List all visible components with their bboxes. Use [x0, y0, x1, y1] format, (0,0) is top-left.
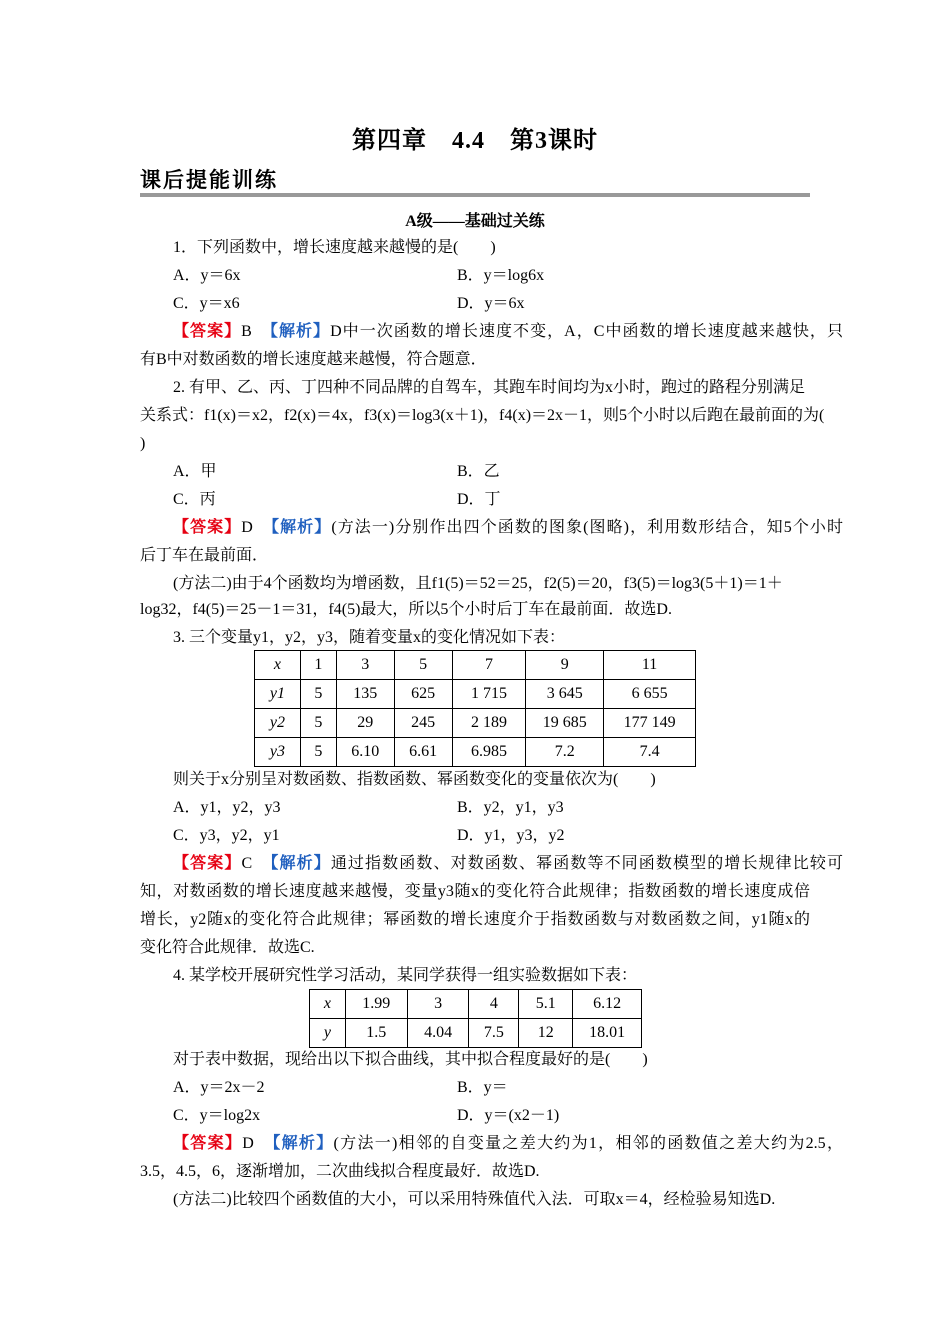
- table-cell: y1: [255, 680, 301, 709]
- table-cell: 5: [300, 680, 336, 709]
- answer-label: 【答案】: [173, 519, 242, 536]
- q3-option-d: D．y1，y3，y2: [457, 827, 565, 844]
- table-cell: 7.2: [526, 738, 604, 767]
- q3-answer-line: [140, 854, 843, 874]
- table-row: [255, 709, 696, 738]
- table-cell: 5.1: [519, 990, 573, 1019]
- table-cell: y3: [255, 738, 301, 767]
- table-cell: 12: [519, 1019, 573, 1048]
- table-cell: x: [310, 990, 346, 1019]
- q2-option-a: A．甲: [173, 463, 217, 480]
- q4-option-b: B．y＝: [457, 1079, 508, 1096]
- table-cell: 2 189: [452, 709, 526, 738]
- table-cell: 245: [394, 709, 452, 738]
- q4-answer-line: [140, 1134, 843, 1154]
- q3-analysis-2: 知，对数函数的增长速度越来越慢，变量y3随x的变化符合此规律；指数函数的增长速度成倍: [140, 883, 810, 900]
- q3-data-table: [254, 650, 696, 767]
- table-cell: 7.5: [469, 1019, 519, 1048]
- table-cell: y: [310, 1019, 346, 1048]
- q4-stem: 4. 某学校开展研究性学习活动，某同学获得一组实验数据如下表：: [173, 967, 638, 984]
- page-title: 第四章 4.4 第3课时: [352, 128, 598, 154]
- analysis-label: 【解析】: [272, 1135, 334, 1152]
- table-cell: 135: [336, 680, 394, 709]
- table-cell: 7: [452, 651, 526, 680]
- table-cell: 5: [300, 709, 336, 738]
- table-cell: 177 149: [604, 709, 696, 738]
- section-heading: 课后提能训练: [140, 168, 278, 192]
- q2-option-d: D．丁: [457, 491, 501, 508]
- table-cell: 4: [469, 990, 519, 1019]
- table-cell: 29: [336, 709, 394, 738]
- table-cell: 6.12: [573, 990, 642, 1019]
- q3-option-a: A．y1，y2，y3: [173, 799, 281, 816]
- table-cell: 3: [407, 990, 469, 1019]
- q2-answer-line: [140, 518, 843, 538]
- q2-option-b: B．乙: [457, 463, 500, 480]
- q3-stem: 3. 三个变量y1，y2，y3，随着变量x的变化情况如下表：: [173, 629, 566, 646]
- q4-data-table: [309, 989, 642, 1048]
- analysis-label: 【解析】: [271, 519, 332, 536]
- q2-stem-3: ): [140, 435, 146, 452]
- q3-option-b: B．y2，y1，y3: [457, 799, 564, 816]
- table-cell: 18.01: [573, 1019, 642, 1048]
- q3-analysis-1: 通过指数函数、对数函数、幂函数等不同函数模型的增长规律比较可: [330, 855, 843, 872]
- q4-after: 对于表中数据，现给出以下拟合曲线，其中拟合程度最好的是( ): [173, 1051, 648, 1068]
- q2-analysis-3: (方法二)由于4个函数均为增函数，且f1(5)＝52＝25，f2(5)＝20，f3(5)＝log3(5＋1)＝1＋: [173, 575, 783, 592]
- table-row: [255, 738, 696, 767]
- table-cell: 3: [336, 651, 394, 680]
- q1-stem: 1．下列函数中，增长速度越来越慢的是( ): [173, 239, 496, 256]
- table-cell: 6.985: [452, 738, 526, 767]
- q1-analysis-1: D中一次函数的增长速度不变，A，C中函数的增长速度越来越快，只: [330, 323, 843, 340]
- table-cell: 4.04: [407, 1019, 469, 1048]
- q4-option-a: A．y＝2x－2: [173, 1079, 265, 1096]
- table-cell: 5: [394, 651, 452, 680]
- level-title: A级——基础过关练: [405, 213, 545, 230]
- table-cell: 7.4: [604, 738, 696, 767]
- q1-option-d: D．y＝6x: [457, 295, 525, 312]
- q3-answer: C: [241, 855, 253, 872]
- q2-option-c: C．丙: [173, 491, 216, 508]
- table-cell: x: [255, 651, 301, 680]
- q3-analysis-4: 变化符合此规律．故选C.: [140, 939, 315, 956]
- table-cell: 11: [604, 651, 696, 680]
- table-cell: 6.61: [394, 738, 452, 767]
- q1-option-a: A．y＝6x: [173, 267, 241, 284]
- table-cell: 1 715: [452, 680, 526, 709]
- table-row: [310, 1019, 642, 1048]
- q2-stem-1: 2. 有甲、乙、丙、丁四种不同品牌的自驾车，其跑车时间均为x小时，跑过的路程分别满足: [173, 379, 806, 396]
- table-cell: 625: [394, 680, 452, 709]
- table-row: [255, 651, 696, 680]
- q4-option-d: D．y＝(x2－1): [457, 1107, 560, 1124]
- q1-option-b: B．y＝log6x: [457, 267, 545, 284]
- q4-analysis-2: 3.5，4.5，6，逐渐增加，二次曲线拟合程度最好．故选D.: [140, 1163, 540, 1180]
- answer-label: 【答案】: [173, 855, 242, 872]
- q2-stem-2: 关系式：f1(x)＝x2，f2(x)＝4x，f3(x)＝log3(x＋1)，f4(x)＝2x－1，则5个小时以后跑在最前面的为(: [140, 407, 825, 424]
- q3-option-c: C．y3，y2，y1: [173, 827, 280, 844]
- divider: [140, 193, 810, 197]
- q4-answer: D: [242, 1135, 254, 1152]
- analysis-label: 【解析】: [269, 323, 331, 340]
- q3-analysis-3: 增长，y2随x的变化符合此规律；幂函数的增长速度介于指数函数与对数函数之间，y1随x的: [140, 911, 810, 928]
- q2-analysis-2: 后丁车在最前面．: [140, 547, 269, 564]
- table-cell: 6.10: [336, 738, 394, 767]
- table-cell: 1.99: [345, 990, 407, 1019]
- q1-option-c: C．y＝x6: [173, 295, 240, 312]
- q4-analysis-1: (方法一)相邻的自变量之差大约为1，相邻的函数值之差大约为2.5，: [333, 1135, 843, 1152]
- table-cell: y2: [255, 709, 301, 738]
- answer-label: 【答案】: [173, 323, 242, 340]
- table-row: [310, 990, 642, 1019]
- table-cell: 1: [300, 651, 336, 680]
- table-cell: 1.5: [345, 1019, 407, 1048]
- table-cell: 19 685: [526, 709, 604, 738]
- q2-answer: D: [241, 519, 253, 536]
- q3-after: 则关于x分别呈对数函数、指数函数、幂函数变化的变量依次为( ): [173, 771, 656, 788]
- q4-option-c: C．y＝log2x: [173, 1107, 261, 1124]
- q2-analysis-4: log32，f4(5)＝25－1＝31，f4(5)最大，所以5个小时后丁车在最前面．故选D.: [140, 601, 672, 618]
- q4-analysis-3: (方法二)比较四个函数值的大小，可以采用特殊值代入法．可取x＝4，经检验易知选D.: [173, 1191, 776, 1208]
- q1-answer-line: [140, 322, 843, 342]
- table-cell: 6 655: [604, 680, 696, 709]
- answer-label: 【答案】: [173, 1135, 243, 1152]
- q1-analysis-2: 有B中对数函数的增长速度越来越慢，符合题意．: [140, 351, 487, 368]
- table-cell: 3 645: [526, 680, 604, 709]
- q2-analysis-1: (方法一)分别作出四个函数的图象(图略)，利用数形结合，知5个小时: [331, 519, 843, 536]
- table-row: [255, 680, 696, 709]
- table-cell: 9: [526, 651, 604, 680]
- analysis-label: 【解析】: [270, 855, 331, 872]
- table-cell: 5: [300, 738, 336, 767]
- q1-answer: B: [241, 323, 252, 340]
